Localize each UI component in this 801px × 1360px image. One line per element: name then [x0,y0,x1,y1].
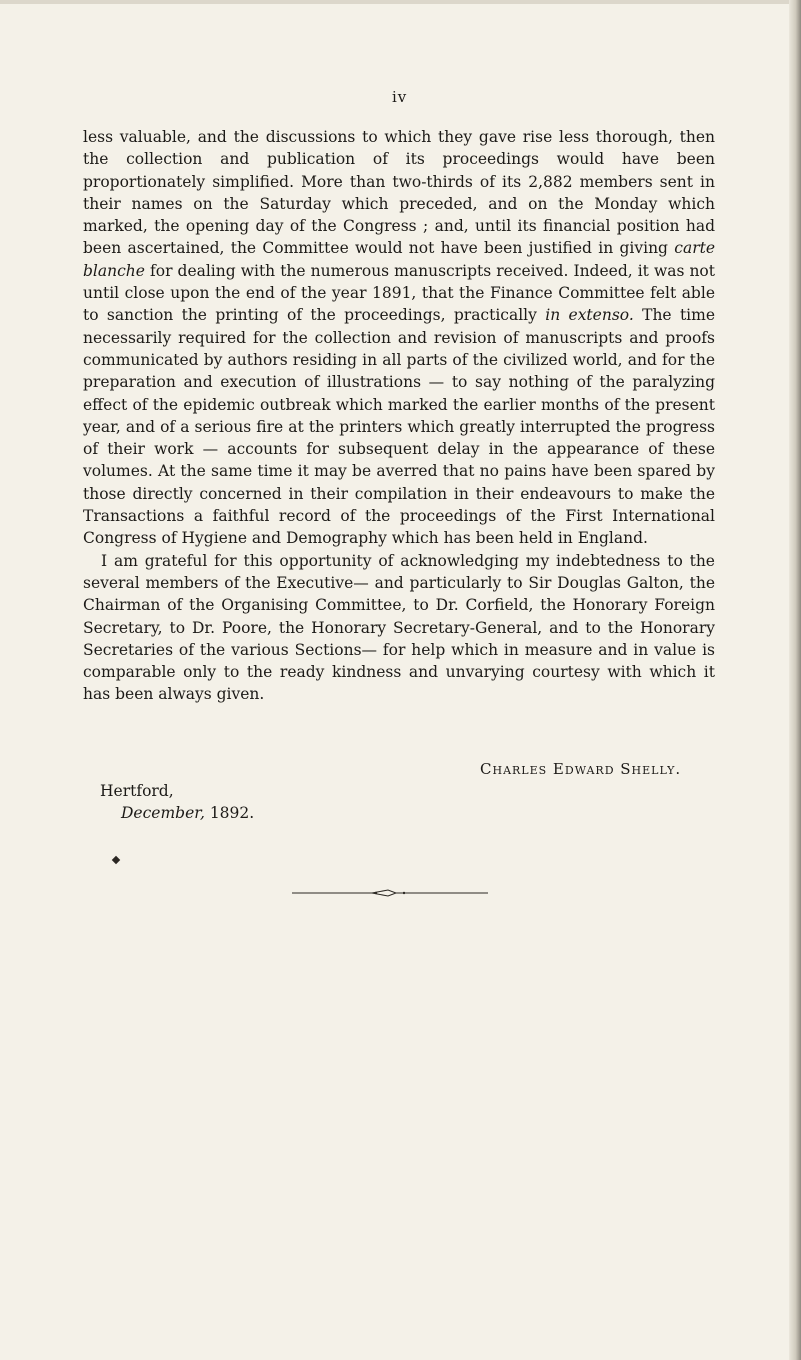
divider-ornament [292,888,488,898]
carte-blanche-phrase: carte blanche [83,239,715,280]
date-line [121,804,254,822]
page-number: iv [392,88,408,106]
page-top-edge [0,0,801,4]
ornament-bullet [112,856,120,864]
author-signature: Charles Edward Shelly. [480,760,682,778]
place-line: Hertford, [100,782,174,800]
body-text [83,126,715,706]
paragraph-1-part-3: The time necessarily required for the collection and revision of manuscripts and proofs communicated by authors residing in all parts of the civilized world, and for the preparation and execution of illustrations — to say nothing of the paralyzing effect of the epidemic outbreak which marked the earlier months of the present year, and of a serious fire at the printers which greatly interrupted the progress of their work — accounts for subsequent delay in the appearance of these volumes. At the same time it may be averred that no pains have been spared by those directly concerned in their compilation in their endeavours to make the Transactions a faithful record of the proceedings of the First International Congress of Hygiene and Demography which has been held in England. [83,306,715,548]
page-right-edge [789,0,801,1360]
paragraph-2: I am grateful for this opportunity of acknowledging my indebtedness to the several members of the Executive— and particularly to Sir Douglas Galton, the Chairman of the Organising Committee, to Dr. Corfield, the Honorary Foreign Secretary, to Dr. Poore, the Honorary Secretary-General, and to the Honorary Secretaries of the various Sections— for help which in measure and in value is comparable only to the ready kindness and unvarying courtesy with which it has been always given. [83,551,715,704]
in-extenso-phrase: in extenso. [545,306,634,325]
date-year: 1892. [204,804,255,822]
paragraph-1-part-1: less valuable, and the discussions to which they gave rise less thorough, then the collection and publication of its proceedings would have been proportionately simplified. More than two-thirds of its 2,882 members sent in their names on the Saturday which preceded, and on the Monday which marked, the opening day of the Congress ; and, until its financial position had been ascertained, the Committee would not have been justified in giving [83,128,715,258]
paragraph-1-part-2: for dealing with the numerous manuscripts received. Indeed, it was not until close upon the end of the year 1891, that the Finance Committee felt able to sanction the printing of the proceedings, practically [83,261,715,325]
date-month: December, [121,804,205,822]
paragraph-1 [83,126,715,550]
